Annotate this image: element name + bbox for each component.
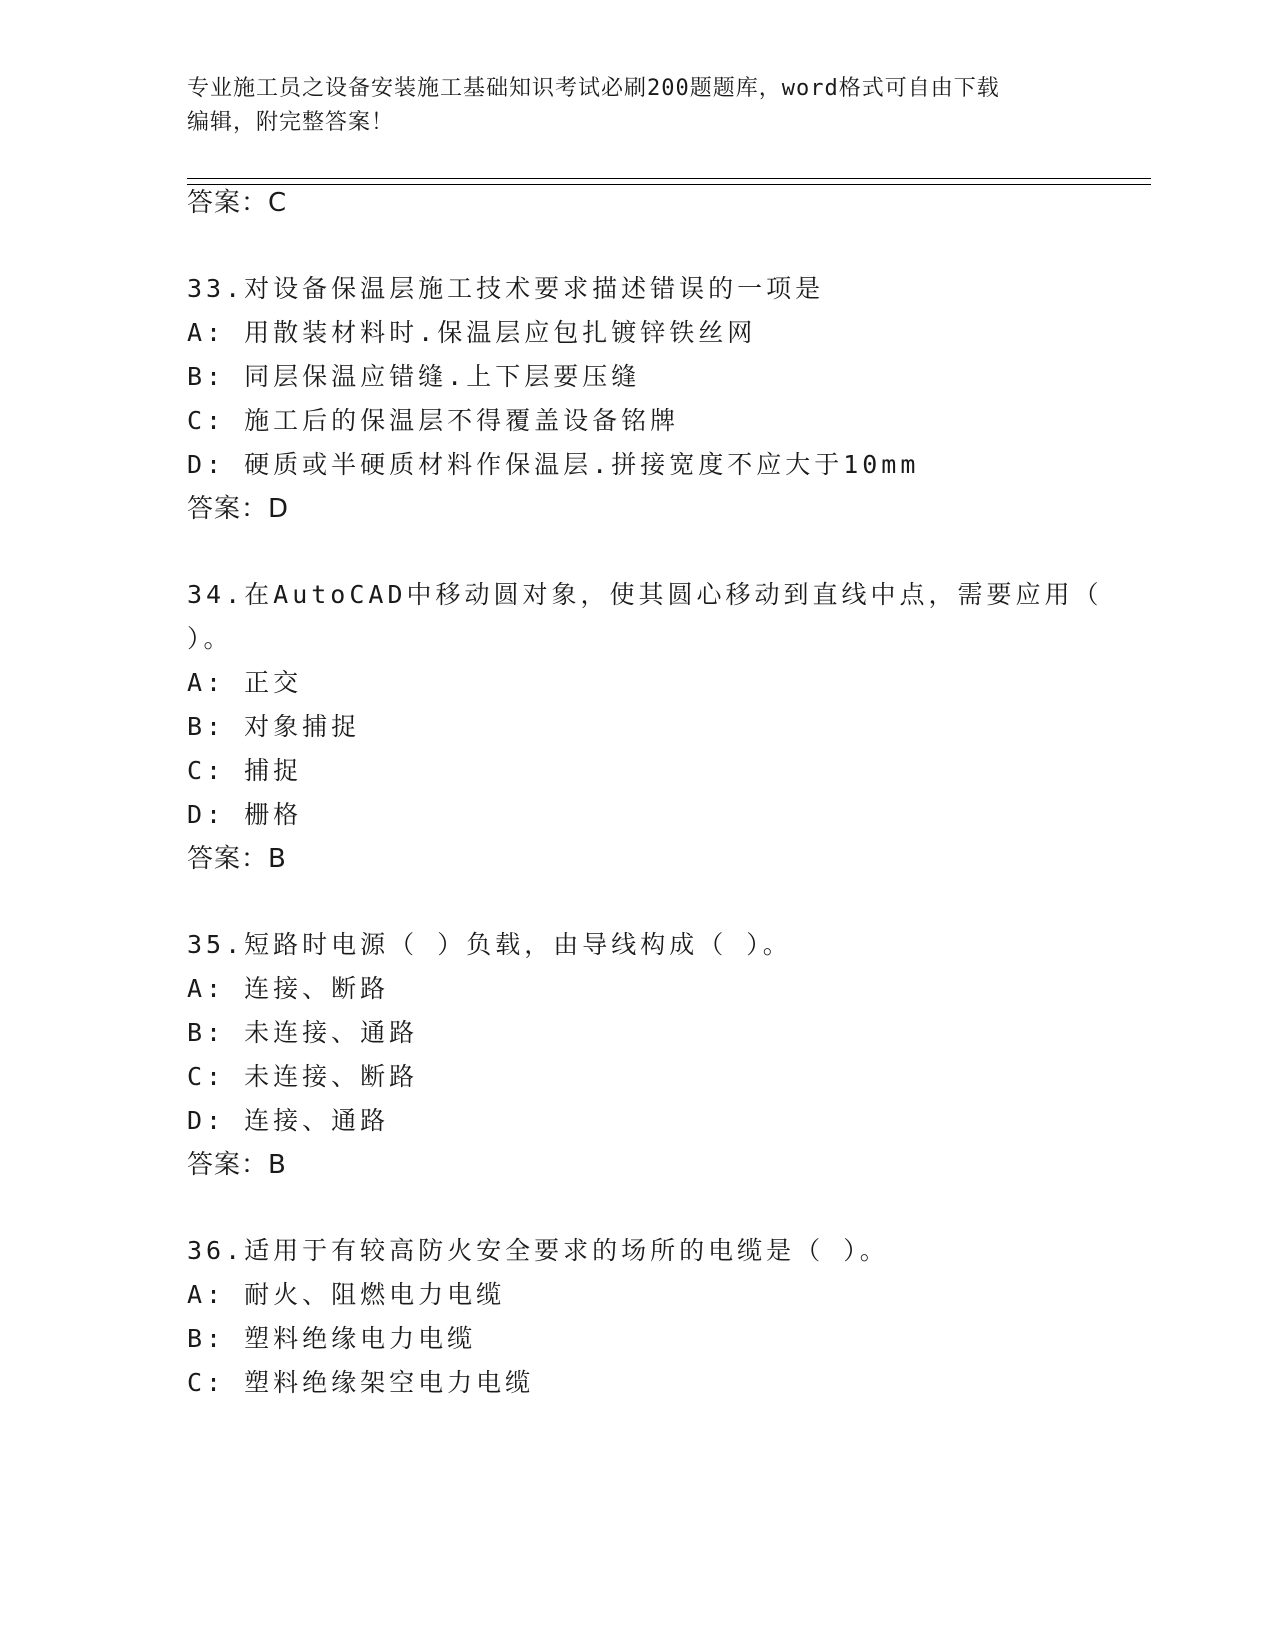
document-title-line1: 专业施工员之设备安装施工基础知识考试必刷200题题库，word格式可自由下载 bbox=[187, 76, 1000, 101]
option-b: B: 同层保温应错缝.上下层要压缝 bbox=[187, 362, 641, 391]
header-divider-top bbox=[187, 178, 1151, 179]
option-c: C: 塑料绝缘架空电力电缆 bbox=[187, 1368, 535, 1397]
answer-label: 答案：C bbox=[187, 188, 288, 218]
option-b: B: 对象捕捉 bbox=[187, 712, 361, 741]
answer-label: 答案：B bbox=[187, 1150, 287, 1180]
option-a: A: 正交 bbox=[187, 668, 303, 697]
question-stem-continued: ）。 bbox=[187, 624, 233, 653]
answer-label: 答案：D bbox=[187, 494, 290, 524]
question-stem: 36.适用于有较高防火安全要求的场所的电缆是（ ）。 bbox=[187, 1236, 889, 1265]
option-b: B: 塑料绝缘电力电缆 bbox=[187, 1324, 477, 1353]
option-d: D: 硬质或半硬质材料作保温层.拼接宽度不应大于10mm bbox=[187, 450, 920, 479]
option-b: B: 未连接、通路 bbox=[187, 1018, 419, 1047]
header-divider-bottom bbox=[187, 184, 1151, 185]
answer-label: 答案：B bbox=[187, 844, 287, 874]
option-c: C: 未连接、断路 bbox=[187, 1062, 419, 1091]
option-d: D: 连接、通路 bbox=[187, 1106, 390, 1135]
question-stem: 34.在AutoCAD中移动圆对象，使其圆心移动到直线中点，需要应用（ bbox=[187, 580, 1103, 609]
question-stem: 33.对设备保温层施工技术要求描述错误的一项是 bbox=[187, 274, 825, 303]
question-stem: 35.短路时电源（ ）负载，由导线构成（ ）。 bbox=[187, 930, 792, 959]
option-c: C: 捕捉 bbox=[187, 756, 303, 785]
option-c: C: 施工后的保温层不得覆盖设备铭牌 bbox=[187, 406, 680, 435]
document-title-line2: 编辑，附完整答案！ bbox=[187, 110, 395, 135]
option-d: D: 栅格 bbox=[187, 800, 303, 829]
option-a: A: 用散装材料时.保温层应包扎镀锌铁丝网 bbox=[187, 318, 757, 347]
option-a: A: 耐火、阻燃电力电缆 bbox=[187, 1280, 506, 1309]
option-a: A: 连接、断路 bbox=[187, 974, 390, 1003]
document-title bbox=[187, 72, 1067, 140]
